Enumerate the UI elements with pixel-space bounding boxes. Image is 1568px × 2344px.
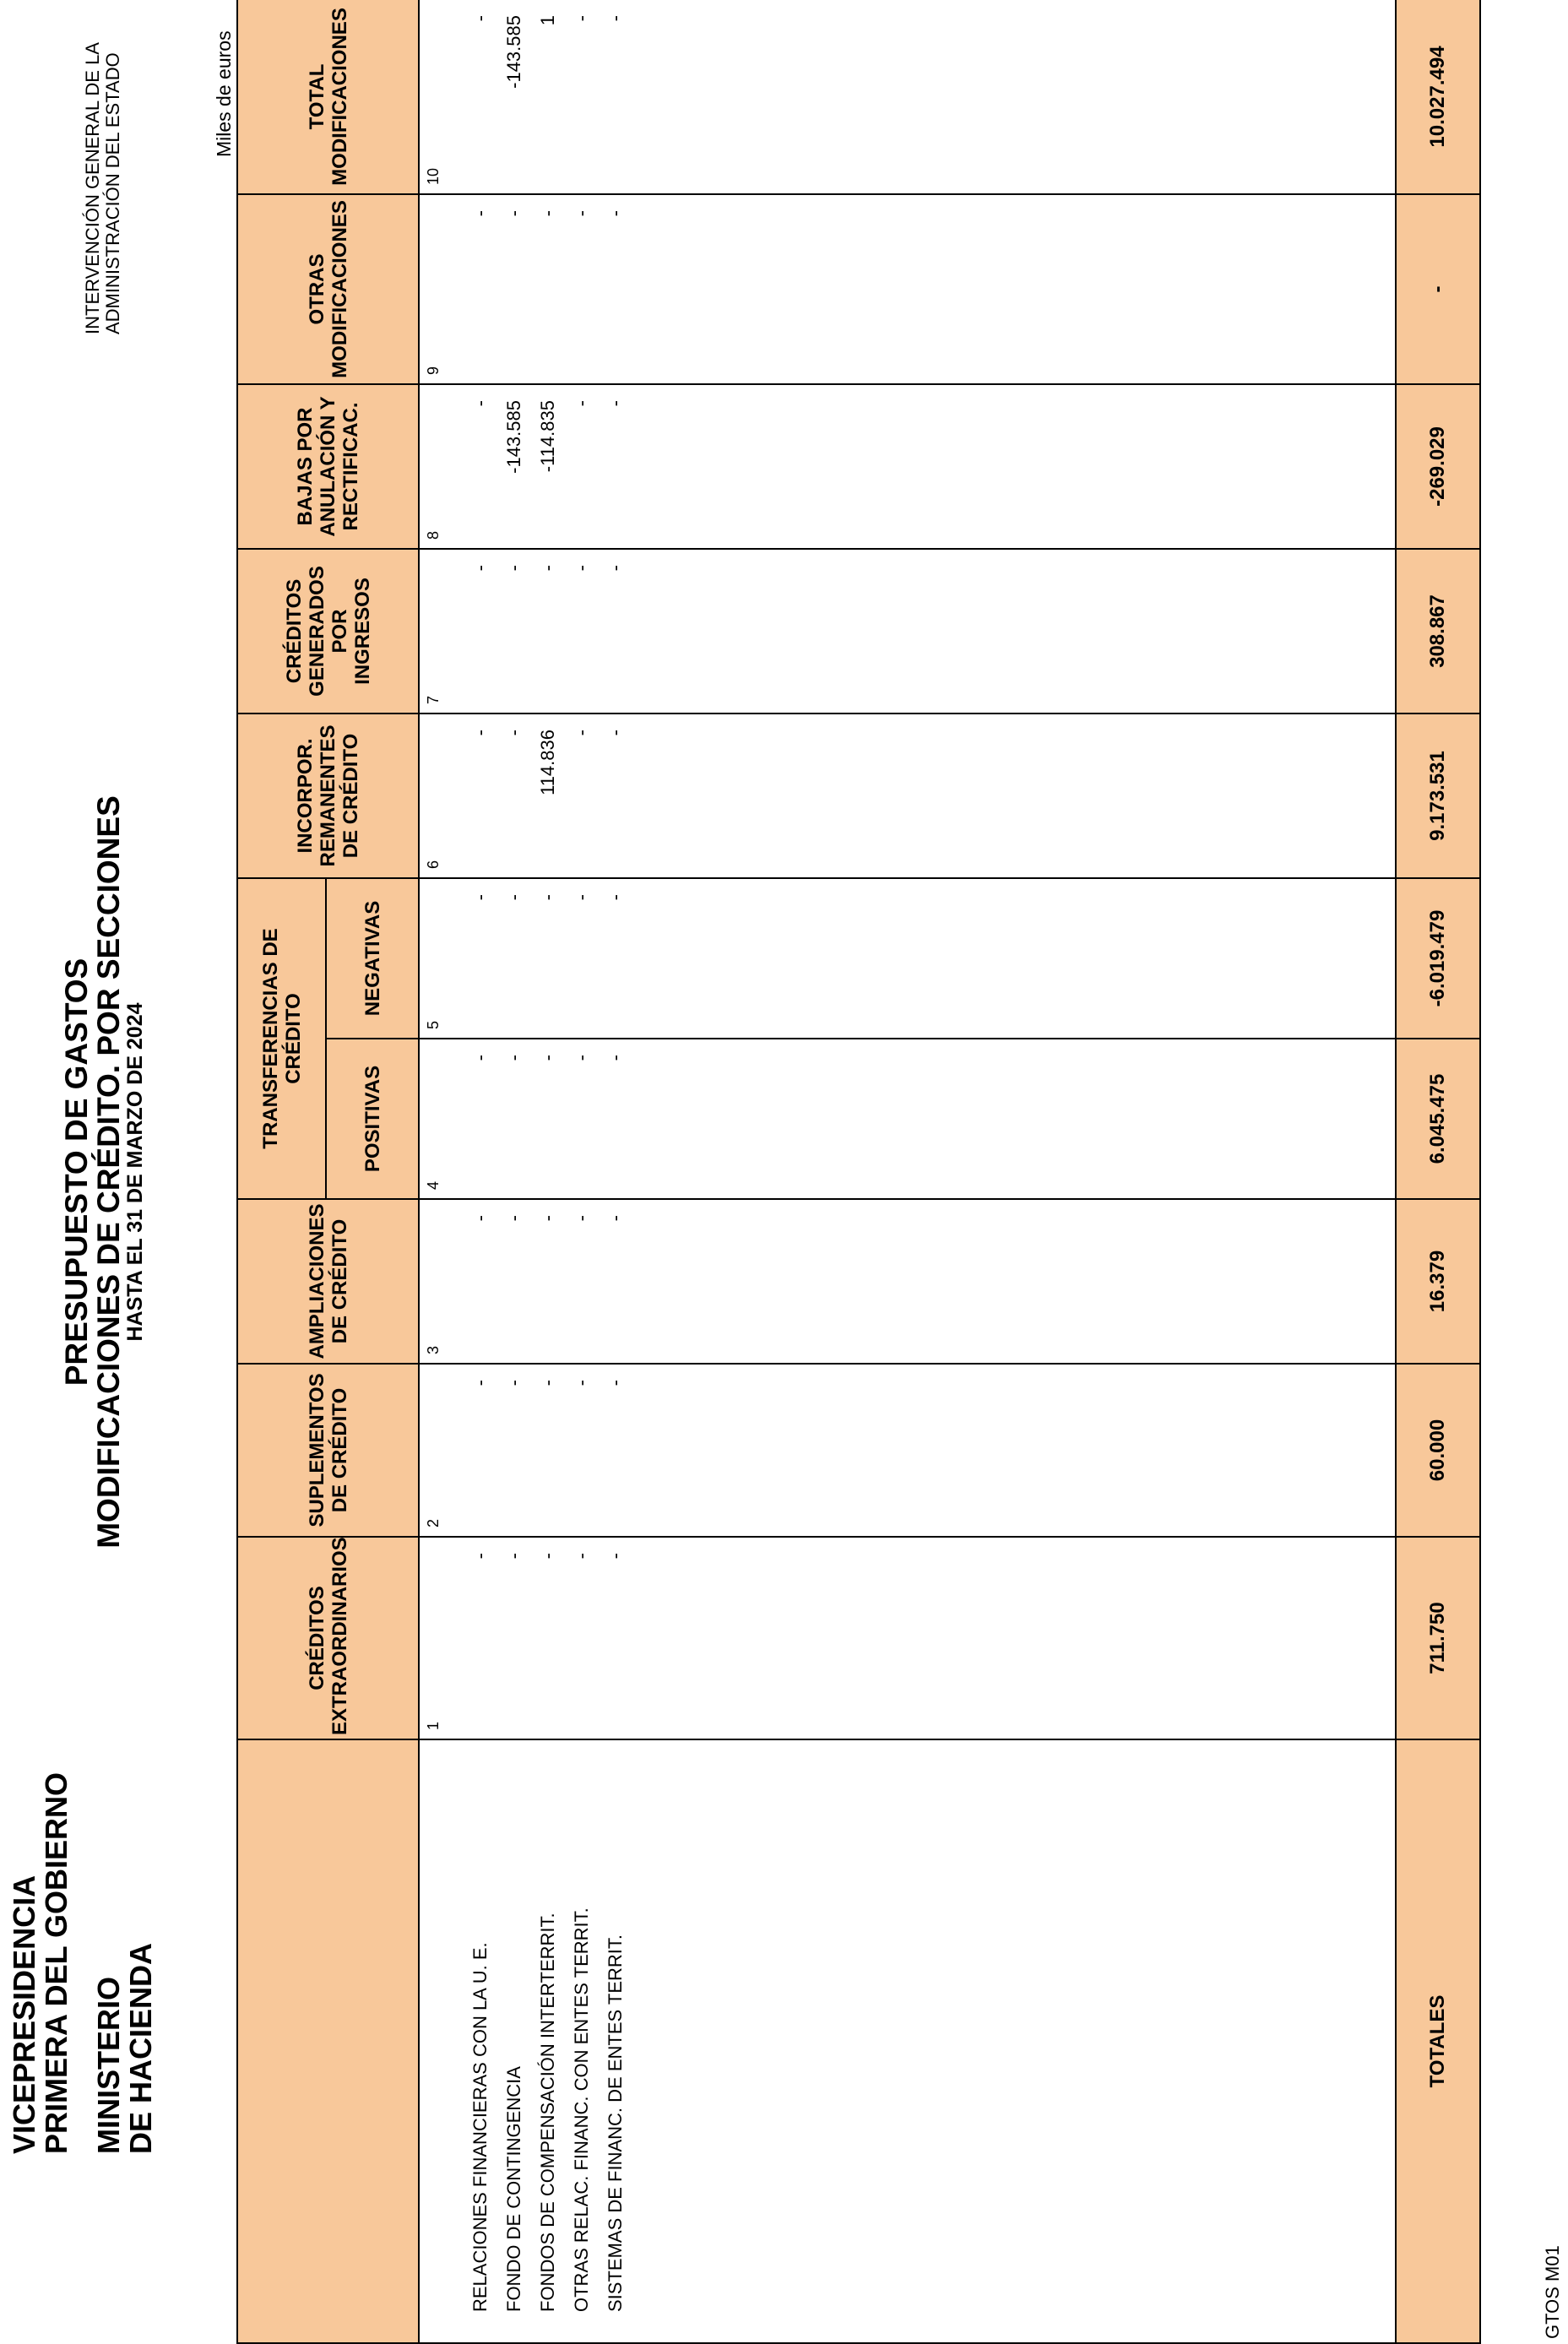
col-group-header-transfers: TRANSFERENCIAS DE CRÉDITO <box>237 878 326 1199</box>
cell-value: - <box>605 1055 626 1061</box>
col-body-6 <box>419 714 1396 878</box>
modifications-table <box>236 0 1481 2344</box>
cell-value: - <box>503 1553 524 1560</box>
row-label: OTRAS RELAC. FINANC. CON ENTES TERRIT. <box>571 1907 592 2312</box>
cell-value: 1 <box>537 15 558 26</box>
column-number: 3 <box>425 1345 442 1354</box>
cell-value: - <box>571 894 592 901</box>
col-body-10 <box>419 0 1396 194</box>
column-number: 7 <box>425 695 442 704</box>
footer-code: GTOS M01 <box>1542 2245 1563 2339</box>
cell-value: - <box>537 894 558 901</box>
cell-value: - <box>571 730 592 736</box>
total-value: 6.045.475 <box>1396 1039 1480 1199</box>
cell-value: - <box>503 894 524 901</box>
cell-value: - <box>469 1215 491 1222</box>
cell-value: - <box>469 894 491 901</box>
cell-value: -114.835 <box>537 400 558 473</box>
col-header-5: NEGATIVAS <box>326 878 419 1039</box>
cell-value: 114.836 <box>537 730 558 795</box>
cell-value: - <box>605 210 626 217</box>
column-number: 5 <box>425 1020 442 1029</box>
cell-value: - <box>537 1055 558 1061</box>
row-label: FONDOS DE COMPENSACIÓN INTERTERRIT. <box>537 1913 558 2312</box>
cell-value: - <box>537 565 558 572</box>
col-body-7 <box>419 549 1396 714</box>
cell-value: - <box>571 210 592 217</box>
cell-value: - <box>605 15 626 22</box>
cell-value: -143.585 <box>503 15 524 89</box>
report-period: HASTA EL 31 DE MARZO DE 2024 <box>123 1002 147 1342</box>
cell-value: - <box>605 400 626 407</box>
cell-value: - <box>605 1380 626 1386</box>
cell-value: - <box>605 1553 626 1560</box>
column-number: 6 <box>425 860 442 869</box>
row-labels-cell <box>419 1739 1396 2343</box>
issuer-line-1: INTERVENCIÓN GENERAL DE LA <box>82 42 103 334</box>
col-header-6: INCORPOR. REMANENTES DE CRÉDITO <box>237 714 419 878</box>
cell-value: - <box>571 1215 592 1222</box>
total-value: -6.019.479 <box>1396 878 1480 1039</box>
row-label: RELACIONES FINANCIERAS CON LA U. E. <box>469 1942 491 2312</box>
total-value: 10.027.494 <box>1396 0 1480 194</box>
column-number: 9 <box>425 366 442 375</box>
cell-value: - <box>571 1553 592 1560</box>
issuer-line-2: ADMINISTRACIÓN DEL ESTADO <box>102 52 123 334</box>
cell-value: -143.585 <box>503 400 524 474</box>
col-header-10: TOTAL MODIFICACIONES <box>237 0 419 194</box>
column-number: 10 <box>425 167 442 185</box>
report-title: PRESUPUESTO DE GASTOS <box>59 958 94 1386</box>
org-line-1: VICEPRESIDENCIA <box>7 1875 41 2154</box>
cell-value: - <box>605 565 626 572</box>
row-label: FONDO DE CONTINGENCIA <box>503 2066 524 2312</box>
cell-value: - <box>469 400 491 407</box>
column-number: 1 <box>425 1721 442 1730</box>
col-header-3: AMPLIACIONES DE CRÉDITO <box>237 1199 419 1364</box>
total-value: 308.867 <box>1396 549 1480 714</box>
cell-value: - <box>469 210 491 217</box>
col-header-4: POSITIVAS <box>326 1039 419 1199</box>
row-label: SISTEMAS DE FINANC. DE ENTES TERRIT. <box>605 1934 626 2312</box>
cell-value: - <box>503 730 524 736</box>
cell-value: - <box>503 565 524 572</box>
cell-value: - <box>503 1380 524 1386</box>
cell-value: - <box>469 1055 491 1061</box>
total-value: 9.173.531 <box>1396 714 1480 878</box>
column-number: 8 <box>425 530 442 540</box>
cell-value: - <box>503 210 524 217</box>
totals-label: TOTALES <box>1396 1739 1480 2343</box>
cell-value: - <box>469 15 491 22</box>
col-header-1: CRÉDITOS EXTRAORDINARIOS <box>237 1537 419 1739</box>
col-body-9 <box>419 194 1396 384</box>
cell-value: - <box>537 1215 558 1222</box>
cell-value: - <box>571 400 592 407</box>
col-body-3 <box>419 1199 1396 1364</box>
cell-value: - <box>571 1380 592 1386</box>
org-line-2: PRIMERA DEL GOBIERNO <box>39 1772 73 2154</box>
cell-value: - <box>605 730 626 736</box>
col-body-4 <box>419 1039 1396 1199</box>
cell-value: - <box>469 730 491 736</box>
cell-value: - <box>605 894 626 901</box>
total-value: 711.750 <box>1396 1537 1480 1739</box>
total-value: -269.029 <box>1396 384 1480 549</box>
col-body-2 <box>419 1364 1396 1537</box>
total-value: 60.000 <box>1396 1364 1480 1537</box>
col-header-8: BAJAS POR ANULACIÓN Y RECTIFICAC. <box>237 384 419 549</box>
total-value: - <box>1396 194 1480 384</box>
column-number: 2 <box>425 1518 442 1527</box>
cell-value: - <box>605 1215 626 1222</box>
cell-value: - <box>469 1380 491 1386</box>
total-value: 16.379 <box>1396 1199 1480 1364</box>
col-body-5 <box>419 878 1396 1039</box>
cell-value: - <box>503 1055 524 1061</box>
col-body-1 <box>419 1537 1396 1739</box>
cell-value: - <box>503 1215 524 1222</box>
ministry-line-1: MINISTERIO <box>91 1976 126 2154</box>
cell-value: - <box>537 1553 558 1560</box>
report-subtitle: MODIFICACIONES DE CRÉDITO. POR SECCIONES <box>91 795 126 1549</box>
cell-value: - <box>571 1055 592 1061</box>
col-header-7: CRÉDITOS GENERADOS POR INGRESOS <box>237 549 419 714</box>
cell-value: - <box>537 1380 558 1386</box>
units-label: Miles de euros <box>213 30 235 157</box>
cell-value: - <box>571 15 592 22</box>
column-number: 4 <box>425 1180 442 1190</box>
cell-value: - <box>571 565 592 572</box>
section-header-cell <box>237 1739 419 2343</box>
col-header-2: SUPLEMENTOS DE CRÉDITO <box>237 1364 419 1537</box>
cell-value: - <box>469 1553 491 1560</box>
ministry-line-2: DE HACIENDA <box>123 1942 158 2154</box>
col-body-8 <box>419 384 1396 549</box>
col-header-9: OTRAS MODIFICACIONES <box>237 194 419 384</box>
cell-value: - <box>469 565 491 572</box>
cell-value: - <box>537 210 558 217</box>
